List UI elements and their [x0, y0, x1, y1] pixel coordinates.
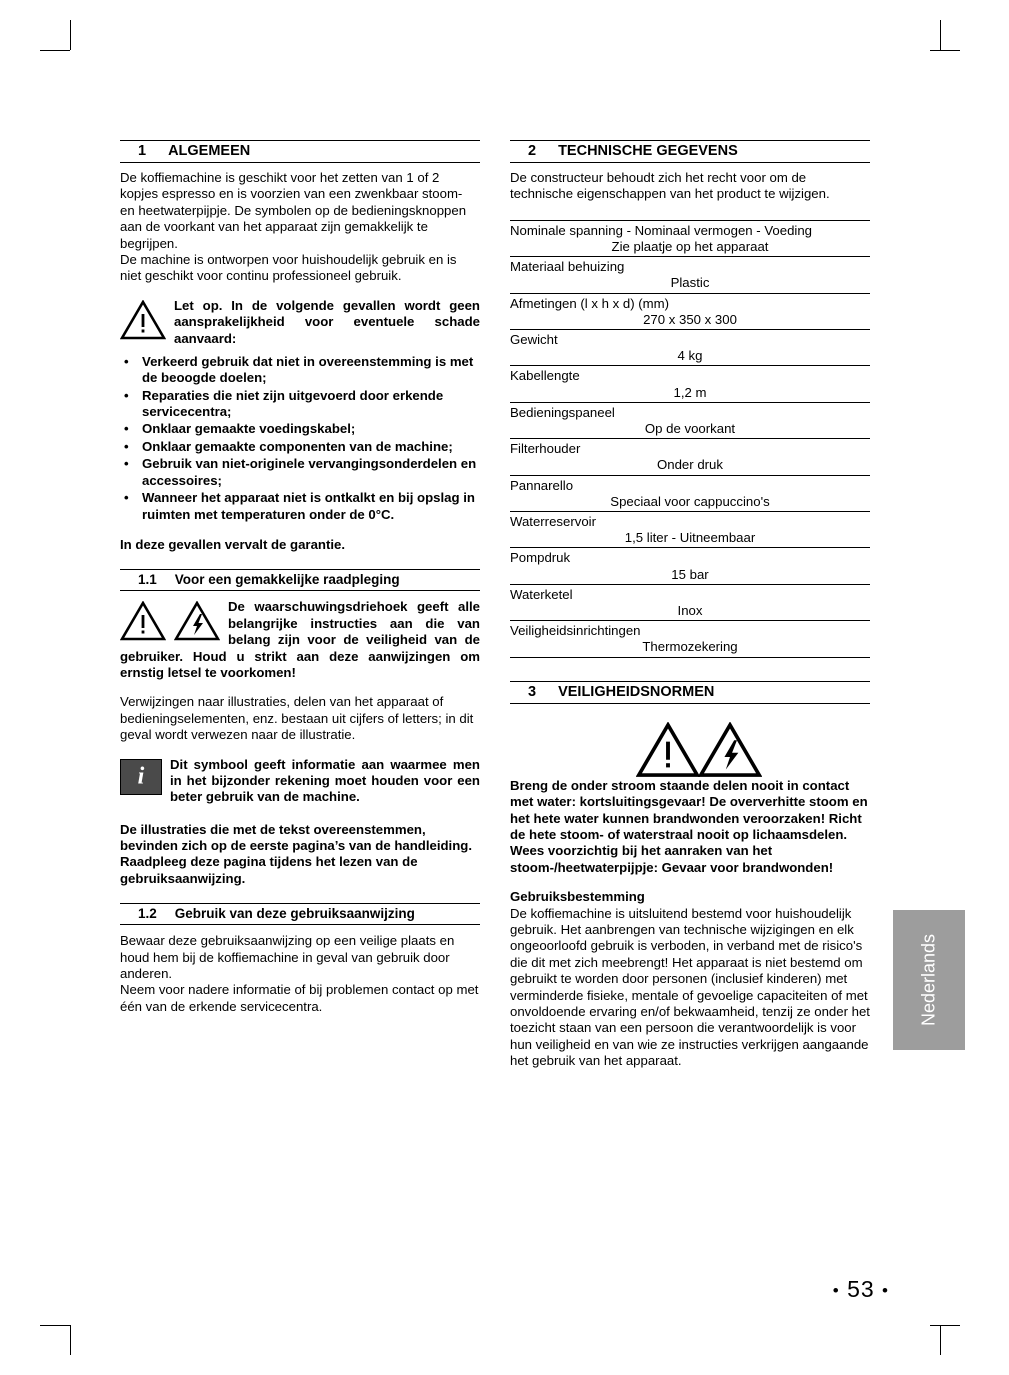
spec-label: Waterreservoir	[510, 514, 596, 530]
warning-exclamation-triangle-icon	[120, 601, 166, 641]
spec-label: Nominale spanning - Nominaal vermogen - Voeding	[510, 222, 813, 238]
crop-mark	[40, 1325, 70, 1326]
table-row	[510, 441, 870, 475]
left-column	[120, 140, 480, 1070]
table-row	[510, 259, 870, 293]
crop-mark	[40, 50, 70, 51]
spec-value: Speciaal voor cappuccino's	[610, 493, 770, 509]
technical-specifications-table	[510, 220, 870, 658]
section-title: ALGEMEEN	[168, 143, 251, 159]
paragraph: Verwijzingen naar illustraties, delen van het apparaat of bedieningselementen, enz. bestaan uit cijfers of letters; in dit geval wordt verwezen naar de illustratie.	[120, 694, 474, 743]
section-heading-safety-standards	[510, 681, 870, 704]
illustration-note: De illustraties die met de tekst overeenstemmen, bevinden zich op de eerste pagina’s van de handleiding. Raadpleeg deze pagina tijdens het lezen van de gebruiksaanwijzing.	[120, 821, 472, 886]
info-icon: i	[120, 759, 162, 795]
table-row	[510, 587, 870, 621]
crop-mark	[940, 20, 941, 50]
section-number: 2	[528, 143, 537, 159]
warning-block	[120, 298, 480, 350]
paragraph: De koffiemachine is geschikt voor het zetten van 1 of 2 kopjes espresso en is voorzien van een zwenkbaar stoom- en heetwaterpijpje. De symbolen op de bedieningsknoppen aan de voorkant van het apparaat zijn gemakkelijk te begrijpen.	[120, 170, 467, 251]
info-block	[120, 757, 480, 809]
warning-bolt-triangle-icon	[174, 601, 220, 641]
liability-bullet-list	[120, 354, 480, 523]
spec-label: Pannarello	[510, 477, 574, 493]
table-row	[510, 514, 870, 548]
spec-value: 4 kg	[677, 348, 703, 364]
spec-value: Op de voorkant	[644, 421, 736, 437]
spec-label: Filterhouder	[510, 441, 581, 457]
section-number: 1	[138, 143, 147, 159]
table-row	[510, 368, 870, 402]
language-tab-label: Nederlands	[918, 933, 939, 1027]
subsection-title: Voor een gemakkelijke raadpleging	[174, 572, 400, 588]
crop-mark	[930, 1325, 960, 1326]
crop-mark	[70, 1325, 71, 1355]
warning-text: De waarschuwingsdriehoek geeft alle belangrijke instructies aan die van belang zijn voor de veiligheid van de gebruiker. Houd u strikt aan deze aanwijzingen om ernstig letsel te voorkomen!	[120, 599, 480, 680]
paragraph: Bewaar deze gebruiksaanwijzing op een veilige plaats en houd hem bij de koffiemachine in geval van gebruik door anderen.	[120, 933, 455, 981]
crop-mark	[940, 1325, 941, 1355]
section-number: 3	[528, 683, 537, 700]
subsection-number: 1.2	[138, 906, 157, 922]
subsection-heading-manual-use	[120, 903, 480, 925]
spec-label: Bedieningspaneel	[510, 404, 615, 420]
section-title: TECHNISCHE GEGEVENS	[558, 143, 738, 159]
crop-mark	[70, 20, 71, 50]
list-item: • Gebruik van niet-originele vervangingsonderdelen en accessoires;	[120, 456, 480, 489]
page-number: • 53 •	[832, 1276, 889, 1302]
paragraph: Neem voor nadere informatie of bij problemen contact op met één van de erkende servicecentra.	[120, 982, 479, 1014]
warning-exclamation-triangle-icon	[120, 300, 166, 340]
spec-value: 15 bar	[671, 566, 709, 582]
section-heading-general	[120, 140, 480, 163]
right-column	[510, 140, 870, 1070]
info-text: Dit symbool geeft informatie aan waarmee men in het bijzonder rekening moet houden voor een beter gebruik van de machine.	[170, 756, 480, 805]
list-item: • Onklaar gemaakte voedingskabel;	[120, 421, 480, 437]
guarantee-note: In deze gevallen vervalt de garantie.	[120, 536, 346, 552]
warning-bolt-triangle-icon	[698, 722, 744, 762]
paragraph: De constructeur behoudt zich het recht voor om de technische eigenschappen van het product te wijzigen.	[510, 170, 830, 202]
list-item: • Reparaties die niet zijn uitgevoerd door erkende servicecentra;	[120, 388, 480, 421]
warning-exclamation-triangle-icon	[636, 722, 682, 762]
table-row	[510, 550, 870, 584]
subheading-intended-use: Gebruiksbestemming	[510, 889, 645, 905]
list-item: • Onklaar gemaakte componenten van de machine;	[120, 439, 480, 455]
list-item: • Wanneer het apparaat niet is ontkalkt en bij opslag in ruimten met temperaturen onder de 0°C.	[120, 490, 480, 523]
table-row	[510, 332, 870, 366]
table-row	[510, 220, 870, 257]
table-row	[510, 478, 870, 512]
spec-value: Inox	[677, 603, 703, 619]
spec-label: Gewicht	[510, 332, 558, 348]
paragraph: De koffiemachine is uitsluitend bestemd voor huishoudelijk gebruik. Het aanbrengen van technische wijzigingen en elk ongeoorloofd gebruik is verboden, in verband met de risico's die dit met zich meebrengt! Het apparaat is niet bestemd om gebruikt te worden door personen (inclusief kinderen) met verminderde fisieke, mentale of gevoelige capaciteiten of met onvoldoende ervaring en/of bekwaamheid, tenzij ze onder het toezicht staan van een persoon die verantwoordelijk is voor hun veiligheid en van wie ze instructies verkrijgen aangaande het gebruik van het apparaat.	[510, 905, 870, 1069]
language-tab	[893, 910, 965, 1050]
spec-label: Kabellengte	[510, 368, 580, 384]
safety-warning-icons	[510, 722, 870, 762]
spec-value: Onder druk	[657, 457, 723, 473]
subsection-heading-consultation	[120, 569, 480, 591]
subsection-number: 1.1	[138, 572, 157, 588]
section-heading-technical-data	[510, 140, 870, 163]
subsection-title: Gebruik van deze gebruiksaanwijzing	[174, 906, 415, 922]
table-row	[510, 296, 870, 330]
spec-value: 270 x 350 x 300	[643, 311, 737, 327]
spec-label: Materiaal behuizing	[510, 259, 625, 275]
table-row	[510, 623, 870, 657]
spec-label: Afmetingen (l x h x d) (mm)	[510, 295, 670, 311]
section-title: VEILIGHEIDSNORMEN	[558, 683, 715, 700]
safety-warning-text: Breng de onder stroom staande delen nooit in contact met water: kortsluitingsgevaar! De oververhitte stoom en het hete water kunnen brandwonden veroorzaken! Richt de hete stoom- of waterstraal nooit op lichaamsdelen. Wees voorzichtig bij het aanraken van het stoom-/heetwaterpijpje: Gevaar voor brandwonden!	[510, 777, 868, 875]
paragraph: De machine is ontworpen voor huishoudelijk gebruik en is niet geschikt voor continu professioneel gebruik.	[120, 252, 457, 284]
page-number-value: 53	[847, 1276, 875, 1302]
spec-value: 1,5 liter - Uitneembaar	[624, 530, 756, 546]
spec-label: Veiligheidsinrichtingen	[510, 623, 641, 639]
spec-label: Pompdruk	[510, 550, 571, 566]
spec-value: Zie plaatje op het apparaat	[611, 239, 769, 255]
spec-label: Waterketel	[510, 586, 573, 602]
warning-text: Let op. In de volgende gevallen wordt geen aansprakelijkheid voor eventuele schade aanvaard:	[174, 297, 480, 346]
list-item: • Verkeerd gebruik dat niet in overeenstemming is met de beoogde doelen;	[120, 354, 480, 387]
crop-mark	[930, 50, 960, 51]
table-row	[510, 405, 870, 439]
spec-value: 1,2 m	[673, 384, 707, 400]
warning-block-triangles	[120, 599, 480, 681]
spec-value: Plastic	[670, 275, 710, 291]
spec-value: Thermozekering	[642, 639, 738, 655]
